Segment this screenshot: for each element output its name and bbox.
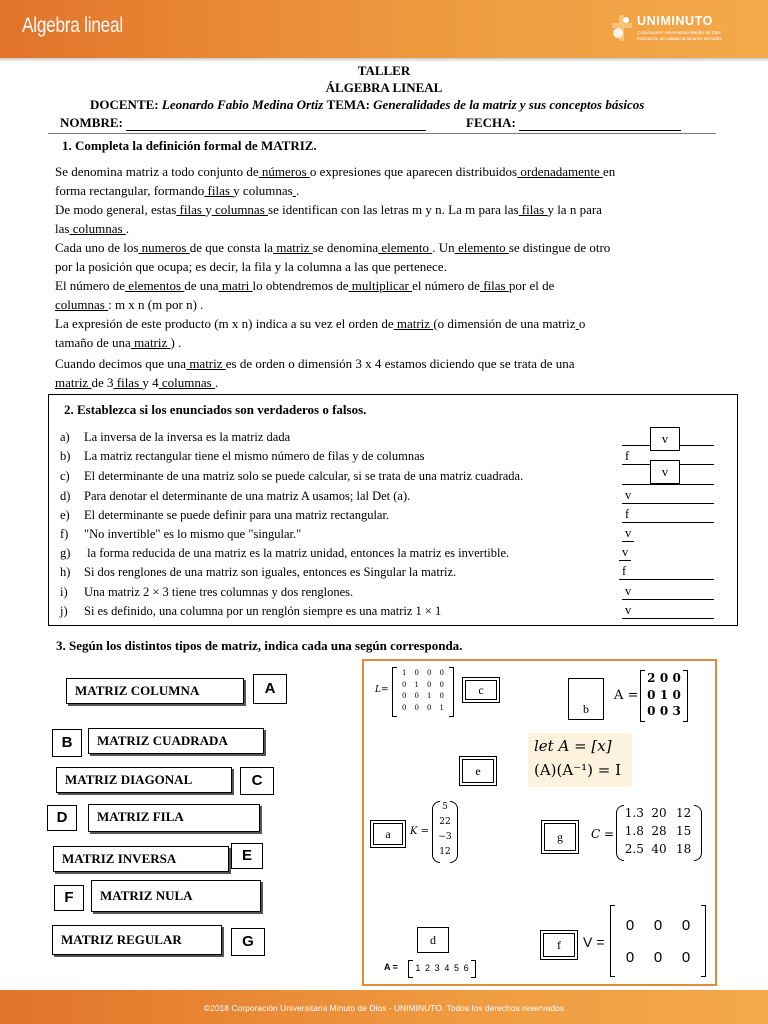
tf-answer-line[interactable]: v (622, 527, 634, 542)
fecha-label: FECHA: (466, 115, 516, 130)
diagonal-matrix (640, 670, 688, 722)
tf-item: c) El determinante de una matriz solo se puede calcular, si se trata de una matriz cuadrada. (60, 469, 524, 483)
fill-blank[interactable]: multiplicar (348, 278, 413, 293)
uniminuto-logo-icon (610, 13, 634, 43)
fecha-blank[interactable] (519, 117, 681, 131)
fill-blank[interactable]: columnas (55, 297, 109, 312)
matrix-entry: 28 (651, 824, 667, 838)
matrix-entry: 6 (463, 963, 469, 973)
letter-e[interactable]: E (231, 843, 263, 869)
diag-label: A = (614, 688, 639, 703)
matrix-entry: 1 (414, 680, 419, 689)
answer-box-b[interactable]: b (568, 678, 604, 720)
fill-blank[interactable]: filas (204, 183, 234, 198)
inverse-let: let A = [x] (534, 737, 612, 755)
uniminuto-logo (610, 13, 760, 47)
null-label: V = (583, 934, 605, 950)
matrix-entry: 2.5 (624, 842, 644, 856)
tf-answer-line[interactable]: f (622, 508, 714, 523)
fill-blank[interactable]: filas (113, 375, 143, 390)
doc-subject: ÁLGEBRA LINEAL (325, 80, 443, 95)
matrix-entry: −3 (438, 832, 452, 842)
matrix-entry: 0 (402, 703, 407, 712)
answer-box-a[interactable]: a (370, 820, 406, 848)
matrix-entry: 0 (402, 692, 407, 700)
tf-item: b) La matriz rectangular tiene el mismo número de filas y de columnas (60, 449, 425, 463)
matrix-entry: 0 (414, 692, 419, 700)
matrix-entry: 0 (414, 669, 419, 677)
matrix-entry: 0 (439, 692, 444, 700)
tf-item: i) Una matriz 2 × 3 tiene tres columnas y dos renglones. (60, 585, 354, 599)
letter-g[interactable]: G (231, 928, 265, 956)
label-matriz-regular[interactable]: MATRIZ REGULAR (52, 925, 222, 955)
matrix-entry: 20 (651, 806, 667, 820)
column-matrix (432, 801, 458, 863)
row-matrix (408, 960, 476, 978)
null-matrix (610, 905, 706, 977)
fecha-field[interactable] (466, 115, 681, 131)
fill-blank[interactable]: elementos (125, 278, 185, 293)
answer-box-g[interactable]: g (541, 820, 579, 854)
matrix-entry: 0 (659, 704, 669, 719)
letter-a[interactable]: A (253, 674, 287, 704)
square-label: C = (591, 827, 615, 841)
matrix-entry: 5 (453, 963, 459, 973)
matrix-entry: 0 (439, 669, 444, 677)
matrix-entry: 0 (681, 916, 691, 934)
logo-name: UNIMINUTO (637, 14, 713, 28)
matrix-entry: 0 (647, 704, 656, 719)
matrix-entry: 1 (415, 963, 421, 973)
inverse-definition (528, 733, 632, 787)
tf-item: e) El determinante se puede definir para una matriz rectangular. (60, 508, 390, 522)
tf-item: h) Si dos renglones de una matriz son iguales, entonces es Singular la matriz. (60, 565, 457, 579)
s1-line-12: matriz de 3 filas y 4 columnas . (55, 375, 219, 390)
tf-answer-line[interactable]: v (622, 604, 714, 619)
matrix-entry: 0 (427, 680, 432, 689)
matrix-entry: 0 (402, 680, 407, 689)
label-matriz-fila[interactable]: MATRIZ FILA (88, 804, 260, 832)
matrix-entry: 1 (439, 703, 444, 712)
section3-title: 3. Según los distintos tipos de matriz, indica cada una según corresponda. (56, 638, 463, 653)
answer-box-e[interactable]: e (459, 756, 497, 786)
matrix-entry: 12 (439, 847, 451, 857)
label-matriz-columna[interactable]: MATRIZ COLUMNA (66, 678, 244, 704)
matrix-entry: 0 (653, 948, 663, 966)
s1-line-6: por la posición que ocupa; es decir, la fila y la columna a las que pertenece. (55, 259, 447, 274)
matrix-entry: 0 (672, 671, 681, 685)
fill-blank[interactable]: matri (218, 278, 253, 293)
letter-f[interactable]: F (54, 885, 84, 911)
fill-blank[interactable]: matriz (273, 240, 313, 255)
s1-line-8: columnas : m x n (m por n) . (55, 297, 204, 312)
tf-item: d) Para denotar el determinante de una matriz A usamos; lal Det (a). (60, 489, 411, 503)
s1-line-3: De modo general, estas filas y columnas se identifican con las letras m y n. La m para las filas y la n para (55, 202, 602, 217)
matrix-entry: 0 (414, 703, 419, 712)
s1-line-11: Cuando decimos que una matriz es de orden o dimensión 3 x 4 estamos diciendo que se trata de una (55, 356, 575, 371)
answer-box-d[interactable]: d (417, 927, 449, 953)
s1-line-4: las columnas . (55, 221, 130, 236)
footer-copyright: ©2018 Corporación Universitaria Minuto de Dios - UNIMINUTO. Todos los derechos reservados (203, 1003, 565, 1013)
section1-title: 1. Completa la definición formal de MATRIZ. (62, 138, 317, 153)
row-label: A = (384, 962, 398, 972)
nombre-label: NOMBRE: (60, 115, 123, 130)
label-matriz-nula[interactable]: MATRIZ NULA (91, 880, 261, 912)
tf-answer-line[interactable]: f (622, 450, 714, 465)
matrix-entry: 2 (424, 963, 430, 973)
tf-item: j) Si es definido, una columna por un renglón siempre es una matriz 1 × 1 (60, 604, 442, 618)
tf-item: f) "No invertible" es lo mismo que "singular." (60, 527, 302, 541)
fill-blank[interactable]: columnas (69, 221, 126, 236)
fill-blank[interactable]: matriz (55, 375, 92, 390)
tf-item: g) la forma reducida de una matriz es la matriz unidad, entonces la matriz es invertible. (60, 546, 510, 560)
matrix-entry: 3 (672, 704, 681, 719)
label-matriz-diagonal[interactable]: MATRIZ DIAGONAL (56, 767, 232, 793)
header-shadow (0, 58, 768, 62)
matrix-entry: 0 (653, 916, 663, 934)
answer-box-c[interactable]: c (462, 677, 500, 703)
tema-label: TEMA: (326, 97, 370, 112)
matrix-entry: 12 (676, 806, 692, 820)
column-label: K = (410, 826, 430, 837)
tf-answer-line[interactable]: v (622, 585, 714, 600)
s1-line-9: La expresión de este producto (m x n) indica a su vez el orden de matriz (o dimensión de una matriz o (55, 316, 586, 331)
letter-c[interactable]: C (240, 767, 274, 795)
fill-blank[interactable]: filas (176, 202, 206, 217)
matrix-entry: 3 (434, 963, 440, 973)
matrix-entry: 0 (681, 948, 691, 966)
matrix-entry: 1 (659, 687, 669, 702)
fill-blank[interactable]: filas (479, 278, 509, 293)
s1-line-7: El número de elementos de una matri lo obtendremos de multiplicar el número de filas por el de (55, 278, 555, 293)
matrix-entry: 15 (676, 824, 692, 838)
doc-title: TALLER (357, 63, 411, 78)
docente-name: Leonardo Fabio Medina Ortiz (161, 97, 324, 112)
s1-line-5: Cada uno de los numeros de que consta la matriz se denomina elemento . Un elemento se distingue de otro (55, 240, 611, 255)
matrix-entry: 0 (427, 669, 432, 677)
tf-item: a) La inversa de la inversa es la matriz dada (60, 430, 291, 444)
tema-text: Generalidades de la matriz y sus conceptos básicos (373, 97, 645, 112)
matrix-entry: 2 (647, 671, 656, 685)
tf-answer-line[interactable]: v (622, 489, 714, 504)
fill-blank[interactable]: matriz (130, 335, 171, 350)
docente-label: DOCENTE: (90, 97, 159, 112)
s1-line-2: forma rectangular, formando filas y columnas . (55, 183, 300, 198)
matrix-entry: 4 (444, 963, 450, 973)
header-band (0, 0, 768, 58)
tf-answer-line[interactable]: f (619, 565, 714, 580)
section1-divider (48, 133, 716, 134)
footer-band (0, 990, 768, 1024)
teacher-line (90, 97, 644, 113)
fill-blank[interactable]: columnas (211, 202, 269, 217)
matrix-entry: 1 (427, 692, 432, 700)
nombre-blank[interactable] (126, 117, 426, 131)
s1-line-1: Se denomina matriz a todo conjunto de números o expresiones que aparecen distribuidos ordenadamente en (55, 164, 616, 179)
answer-box-f[interactable]: f (540, 930, 578, 960)
matrix-entry: 22 (439, 817, 451, 827)
identity-matrix (392, 667, 454, 717)
logo-tagline-1: Corporación Universitaria Minuto de Dios (637, 30, 721, 35)
matrix-entry: 5 (442, 802, 448, 812)
identity-label: L= (375, 685, 389, 695)
matrix-entry: 40 (651, 842, 667, 856)
matrix-entry: 18 (676, 842, 692, 856)
matrix-entry: 1.8 (624, 824, 644, 838)
letter-d[interactable]: D (47, 805, 77, 831)
matrix-entry: 1 (402, 669, 407, 677)
inverse-eq: (A)(A⁻¹) = I (534, 761, 622, 779)
label-matriz-inversa[interactable]: MATRIZ INVERSA (53, 846, 229, 872)
letter-b[interactable]: B (52, 729, 82, 757)
fill-blank[interactable]: elemento (378, 240, 433, 255)
s1-line-10: tamaño de una matriz ) . (55, 335, 182, 350)
tf-answer-box[interactable]: v (650, 460, 680, 484)
section2-title: 2. Establezca si los enunciados son verdaderos o falsos. (64, 402, 367, 417)
label-matriz-cuadrada[interactable]: MATRIZ CUADRADA (88, 728, 264, 754)
tf-answer-box[interactable]: v (650, 427, 680, 451)
fill-blank[interactable]: números (258, 164, 310, 179)
logo-tagline-2: Educación de calidad al alcance de todos (637, 36, 722, 41)
fill-blank[interactable]: elemento (454, 240, 509, 255)
nombre-field[interactable] (60, 115, 426, 131)
fill-blank[interactable]: columnas (158, 375, 215, 390)
matrix-entry: 0 (427, 703, 432, 712)
square-matrix (616, 805, 702, 861)
fill-blank[interactable]: numeros (138, 240, 190, 255)
matrix-entry: 1.3 (624, 806, 644, 820)
fill-blank[interactable]: matriz (393, 316, 434, 331)
header-subject: Algebra lineal (22, 14, 123, 37)
fill-blank[interactable]: filas (518, 202, 548, 217)
tf-answer-line[interactable]: v (619, 546, 631, 561)
matrix-entry: 0 (647, 687, 656, 702)
matrix-entry: 0 (659, 671, 669, 685)
matrix-entry: 0 (672, 687, 681, 702)
fill-blank[interactable]: matriz (186, 356, 226, 371)
matrix-entry: 0 (625, 948, 635, 966)
fill-blank[interactable]: ordenadamente (517, 164, 604, 179)
matrix-entry: 0 (439, 680, 444, 689)
matrix-entry: 0 (625, 916, 635, 934)
